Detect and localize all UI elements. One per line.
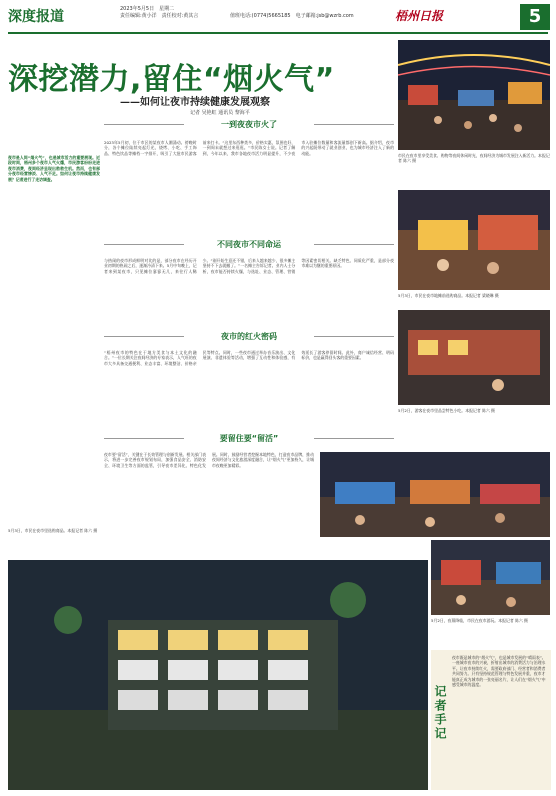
subheadline: ——如何让夜市持续健康发展观察 [120,97,270,108]
headline: 深挖潜力,留住“烟火气” [8,62,335,97]
byline: 记者 吴艳虹 通讯员 黎海平 [190,110,250,116]
market-stall-photo [398,190,550,290]
section-heading-4: 要留住要“留活” [104,432,394,445]
newspaper-logo: 梧州日报 [395,9,444,23]
section-title: 深度报道 [8,9,64,25]
header-rule [8,32,548,34]
photo-caption-2: 5月3日，市民在夜市地摊前选购商品。本报记者 梁晓琳 摄 [398,293,499,298]
section-2-body: 与热闹的夜市形成鲜明对比的是，部分夜市在经历开业初期的热闹之后，逐渐冷清下来。5月中旬晚上，记者来到某夜市，只见摊位寥寥无几，来往行人稀少。“刚开始生意还不错，后来人越来越少，很多摊主坚持不下去就撤了。”一名摊主告诉记者。业内人士分析，夜市能否持续火爆，与选址、业态、管理、营销等因素密切相关。缺乏特色、同质化严重，是部分夜市难以为继的重要原因。 [104,258,394,274]
section-4-body: 夜市要“留活”，关键在于长效管理与创新发展。相关部门表示，将进一步完善夜市规划布局，加强食品安全、消防安全、环境卫生等方面的监管，引导夜市差异化、特色化发展。同时，鼓励经营者挖掘本地特色，打造夜市品牌，推动夜间经济与文化旅游深度融合，让“烟火气”更加持久，让城市夜晚更加精彩。 [104,452,314,468]
reporter-notes-text: 夜市既是城市的“烟火气”，也是城市发展的“晴雨表”。一座城市夜市的兴衰，折射出城市的消费活力与治理水平。让夜市持续红火，需要政府部门、经营者和消费者共同努力。只有坚持规范管理与特色发展并重，夜市才能真正成为城市的一张亮丽名片，让人们在“烟火气”中感受城市的温度。 [452,655,546,688]
section-1-body: 2023年5月初，位于市区的某夜市人潮涌动。傍晚时分，各个摊位陆续亮起灯光，烧烤、小吃、手工饰品、特色饮品等摊档一字排开，吸引了大批市民游客前来打卡。“这里东西种类多，价格实惠，氛围也好，一到周末就想过来逛逛。”市民陈女士说。记者了解到，今年以来，我市各地夜市活力明显提升，不少夜市入驻摊位数量和客流量都创下新高。据介绍，夜市的兴起既带动了就业创业，也为城市经济注入了新的动能。 [104,140,394,156]
crowd-night-photo [320,452,550,537]
photo-caption-1: 市民在夜市里享受美食、购物等夜间休闲时光，夜间经济为城市发展注入新活力。本报记者 陈六 摄 [398,153,550,164]
intro-text: 夜市是人间“烟火气”，也是城市活力的重要展现。近段时间，梧州多个夜市人气火爆，市民游客纷纷走进夜市消费，夜间经济呈现出勃勃生机。然而，也有部分夜市经营惨淡、人气不足。如何让夜市持续健康发展？记者进行了走访调查。 [8,155,100,182]
snack-photo [398,310,550,405]
reporter-notes-heading: 记者手记 [433,685,447,741]
issue-date: 2023年5月5日 星期二 [120,6,175,12]
photo-caption-5: 5月2日，夜幕降临，市民在夜市游玩。本报记者 陈六 摄 [431,618,528,623]
street-crowd-photo [431,540,550,615]
aerial-night-market-photo [8,560,428,790]
photo-caption-3: 5月2日，游客在夜市里品尝特色小吃。本报记者 陈六 摄 [398,408,495,413]
night-market-photo-top [398,40,550,150]
section-heading-3: 夜市的红火密码 [104,330,394,343]
page-number: 5 [520,4,550,30]
section-3-body: “梧州夜市的特色在于地方美食与本土文化的融合。”一位长期关注夜间经济的专家表示，人气旺的夜市大多具备交通便利、业态丰富、环境整洁、价格亲民等特点。同时，一些夜市通过举办音乐演出、文化展演、非遗体验等活动，增强了互动性和体验感，有效延长了游客停留时间。此外，商户诚信经营、明码标价，也是赢得回头客的重要因素。 [104,350,394,366]
photo-caption-4: 5月3日，市民在夜市里选购商品。本报记者 陈六 摄 [8,528,98,533]
section-heading-1: 一到夜夜市火了 [104,118,394,131]
contact-line: 值班电话:(0774)5665185 电子邮箱:jsb@wzrb.com [230,13,354,19]
editor-line: 责任编辑:黄小洋 责任校对:黄其言 [120,13,199,19]
section-heading-2: 不同夜市不同命运 [104,238,394,251]
